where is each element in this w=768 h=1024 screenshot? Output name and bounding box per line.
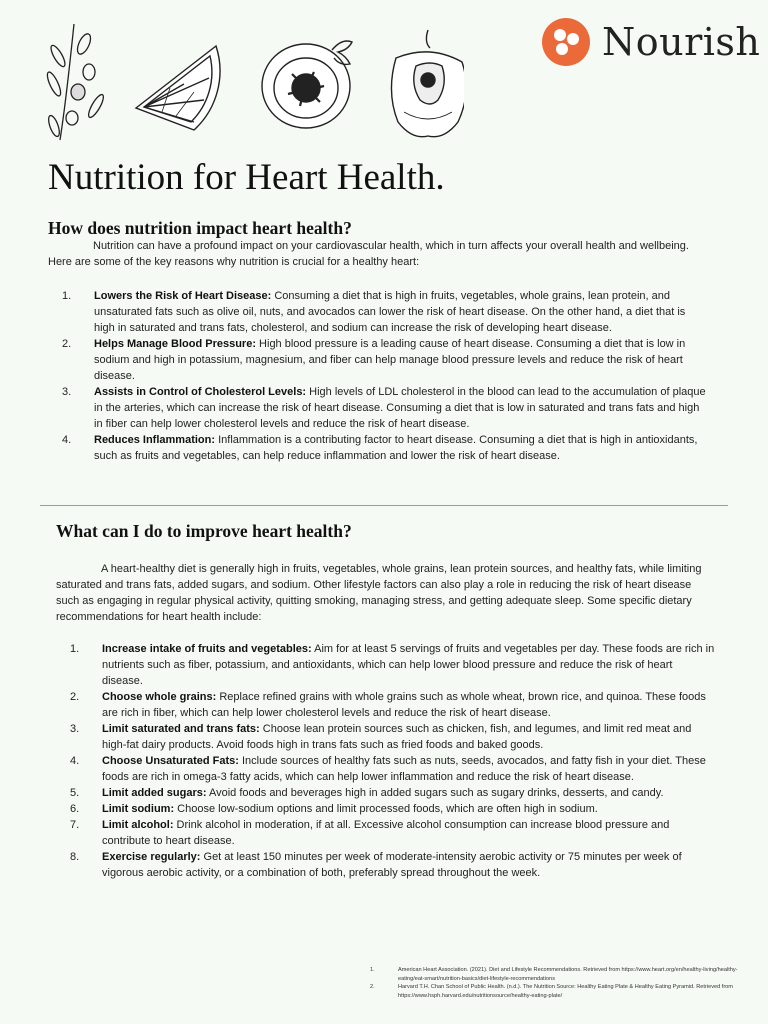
list-item-number: 4.: [62, 434, 72, 446]
olive-branch-icon: [45, 24, 106, 140]
list-item: [56, 849, 716, 881]
list-item: [48, 384, 708, 432]
list-item-number: 1.: [70, 643, 80, 655]
section-divider: [40, 505, 728, 506]
list-item-term: Exercise regularly:: [102, 851, 201, 863]
list-item-text: Drink alcohol in moderation, if at all. Excessive alcohol consumption can increase blood pressure and contribute to heart disease.: [102, 819, 670, 847]
section-intro-impact: Nutrition can have a profound impact on your cardiovascular health, which in turn affects your overall health and wellbeing. Here are some of the key reasons why nutrition is crucial for a healthy heart:: [48, 240, 689, 268]
list-item-text: Harvard T.H. Chan School of Public Health. (n.d.). The Nutrition Source: Healthy Eating Plate & Healthy Eating Pyramid. Retrieved from https://www.hsph.harvard.edu/nutritionsource/healthy-eating-plate/: [398, 984, 733, 999]
list-item-term: Increase intake of fruits and vegetables:: [102, 643, 312, 655]
recommendations-list: [56, 641, 716, 881]
list-item-number: 5.: [70, 787, 80, 799]
bell-pepper-icon: [391, 30, 464, 137]
list-item-number: 2.: [70, 691, 80, 703]
list-item-text: Avoid foods and beverages high in added sugars such as sugary drinks, desserts, and candy.: [206, 787, 664, 799]
list-item-text: Include sources of healthy fats such as nuts, seeds, avocados, and fatty fish in your diet. These foods are rich in omega-3 fatty acids, which can help lower inflammation and reduce the risk of heart disease.: [102, 755, 706, 783]
list-item-number: 1.: [62, 290, 72, 302]
list-item-text: Choose low-sodium options and limit processed foods, which are often high in sodium.: [174, 803, 598, 815]
orange-slice-icon: [136, 46, 220, 130]
nourish-logo: [542, 18, 760, 66]
list-item: [370, 983, 762, 1000]
list-item-text: High levels of LDL cholesterol in the blood can lead to the accumulation of plaque in the arteries, which can increase the risk of heart disease. Consuming a diet that is low in saturated and trans fats and high in fiber can help lower cholesterol levels and reduce the risk of heart disease.: [94, 386, 706, 430]
list-item-text: Consuming a diet that is high in fruits, vegetables, whole grains, lean protein, and unsaturated fats such as olive oil, nuts, and avocados can lower the risk of heart disease. On the other hand, a diet that is high in saturated and trans fats, cholesterol, and sodium can increase the risk of developing heart disease.: [94, 290, 686, 334]
list-item-term: Choose whole grains:: [102, 691, 217, 703]
section-heading-improve: What can I do to improve heart health?: [56, 521, 352, 541]
list-item: [56, 753, 716, 785]
list-item-number: 3.: [70, 723, 80, 735]
list-item-text: Get at least 150 minutes per week of moderate-intensity aerobic activity or 75 minutes per week of vigorous aerobic activity, or a combination of both, preferably spread throughout the week.: [102, 851, 682, 879]
list-item-text: American Heart Association. (2021). Diet and Lifestyle Recommendations. Retrieved from https://www.heart.org/en/healthy-living/healthy-eating/eat-smart/nutrition-basics/diet-lifestyle-recommendations: [398, 967, 738, 982]
list-item-term: Helps Manage Blood Pressure:: [94, 338, 256, 350]
list-item-term: Limit saturated and trans fats:: [102, 723, 260, 735]
section-intro-improve: A heart-healthy diet is generally high in fruits, vegetables, whole grains, lean protein sources, and healthy fats, while limiting saturated and trans fats, added sugars, and sodium. Other lifestyle factors can also play a role in reducing the risk of heart disease such as engaging in regular physical activity, quitting smoking, managing stress, and getting adequate sleep. Some specific dietary recommendations for heart health include:: [56, 563, 702, 623]
section-heading-impact: How does nutrition impact heart health?: [48, 218, 352, 238]
list-item-number: 2.: [62, 338, 72, 350]
list-item-number: 4.: [70, 755, 80, 767]
tomato-icon: [262, 41, 352, 128]
list-item: [56, 721, 716, 753]
list-item-term: Limit alcohol:: [102, 819, 174, 831]
list-item-text: Aim for at least 5 servings of fruits and vegetables per day. These foods are rich in nutrients such as fiber, potassium, and antioxidants, which can help lower blood pressure and reduce the risk of heart disease.: [102, 643, 715, 687]
logo-text: Nourish: [602, 20, 761, 64]
list-item: [48, 336, 708, 384]
list-item-term: Limit sodium:: [102, 803, 175, 815]
list-item-term: Reduces Inflammation:: [94, 434, 216, 446]
list-item: [56, 689, 716, 721]
list-item-text: High blood pressure is a leading cause of heart disease. Consuming a diet that is low in sodium and high in potassium, magnesium, and fiber can help manage blood pressure levels and reduce the risk of heart disease.: [94, 338, 686, 382]
impact-list: [48, 288, 708, 464]
list-item-number: 6.: [70, 803, 80, 815]
list-item-term: Lowers the Risk of Heart Disease:: [94, 290, 272, 302]
list-item-term: Assists in Control of Cholesterol Levels:: [94, 386, 307, 398]
list-item-text: Replace refined grains with whole grains such as whole wheat, brown rice, and quinoa. These foods are rich in fiber, which can help lower cholesterol levels and reduce the risk of heart disease.: [102, 691, 706, 719]
list-item-term: Limit added sugars:: [102, 787, 207, 799]
page-title: Nutrition for Heart Health.: [48, 157, 445, 198]
list-item-number: 1.: [370, 967, 375, 973]
list-item-number: 7.: [70, 819, 80, 831]
list-item-text: Choose lean protein sources such as chicken, fish, and legumes, and limit red meat and high-fat dairy products. Avoid foods high in trans fats such as fried foods and baked goods.: [102, 723, 692, 751]
header-illustrations: [44, 22, 464, 144]
list-item-number: 3.: [62, 386, 72, 398]
list-item: [56, 641, 716, 689]
list-item-term: Choose Unsaturated Fats:: [102, 755, 239, 767]
references-list: [370, 966, 762, 1000]
list-item: [48, 432, 708, 464]
list-item: [48, 288, 708, 336]
list-item: [56, 817, 716, 849]
list-item: [370, 966, 762, 983]
list-item-text: Inflammation is a contributing factor to heart disease. Consuming a diet that is high in antioxidants, such as fruits and vegetables, can help reduce inflammation and lower the risk of heart disease.: [94, 434, 698, 462]
list-item-number: 8.: [70, 851, 80, 863]
list-item: [56, 801, 716, 817]
list-item: [56, 785, 716, 801]
list-item-number: 2.: [370, 984, 375, 991]
logo-mark-icon: [542, 18, 590, 66]
